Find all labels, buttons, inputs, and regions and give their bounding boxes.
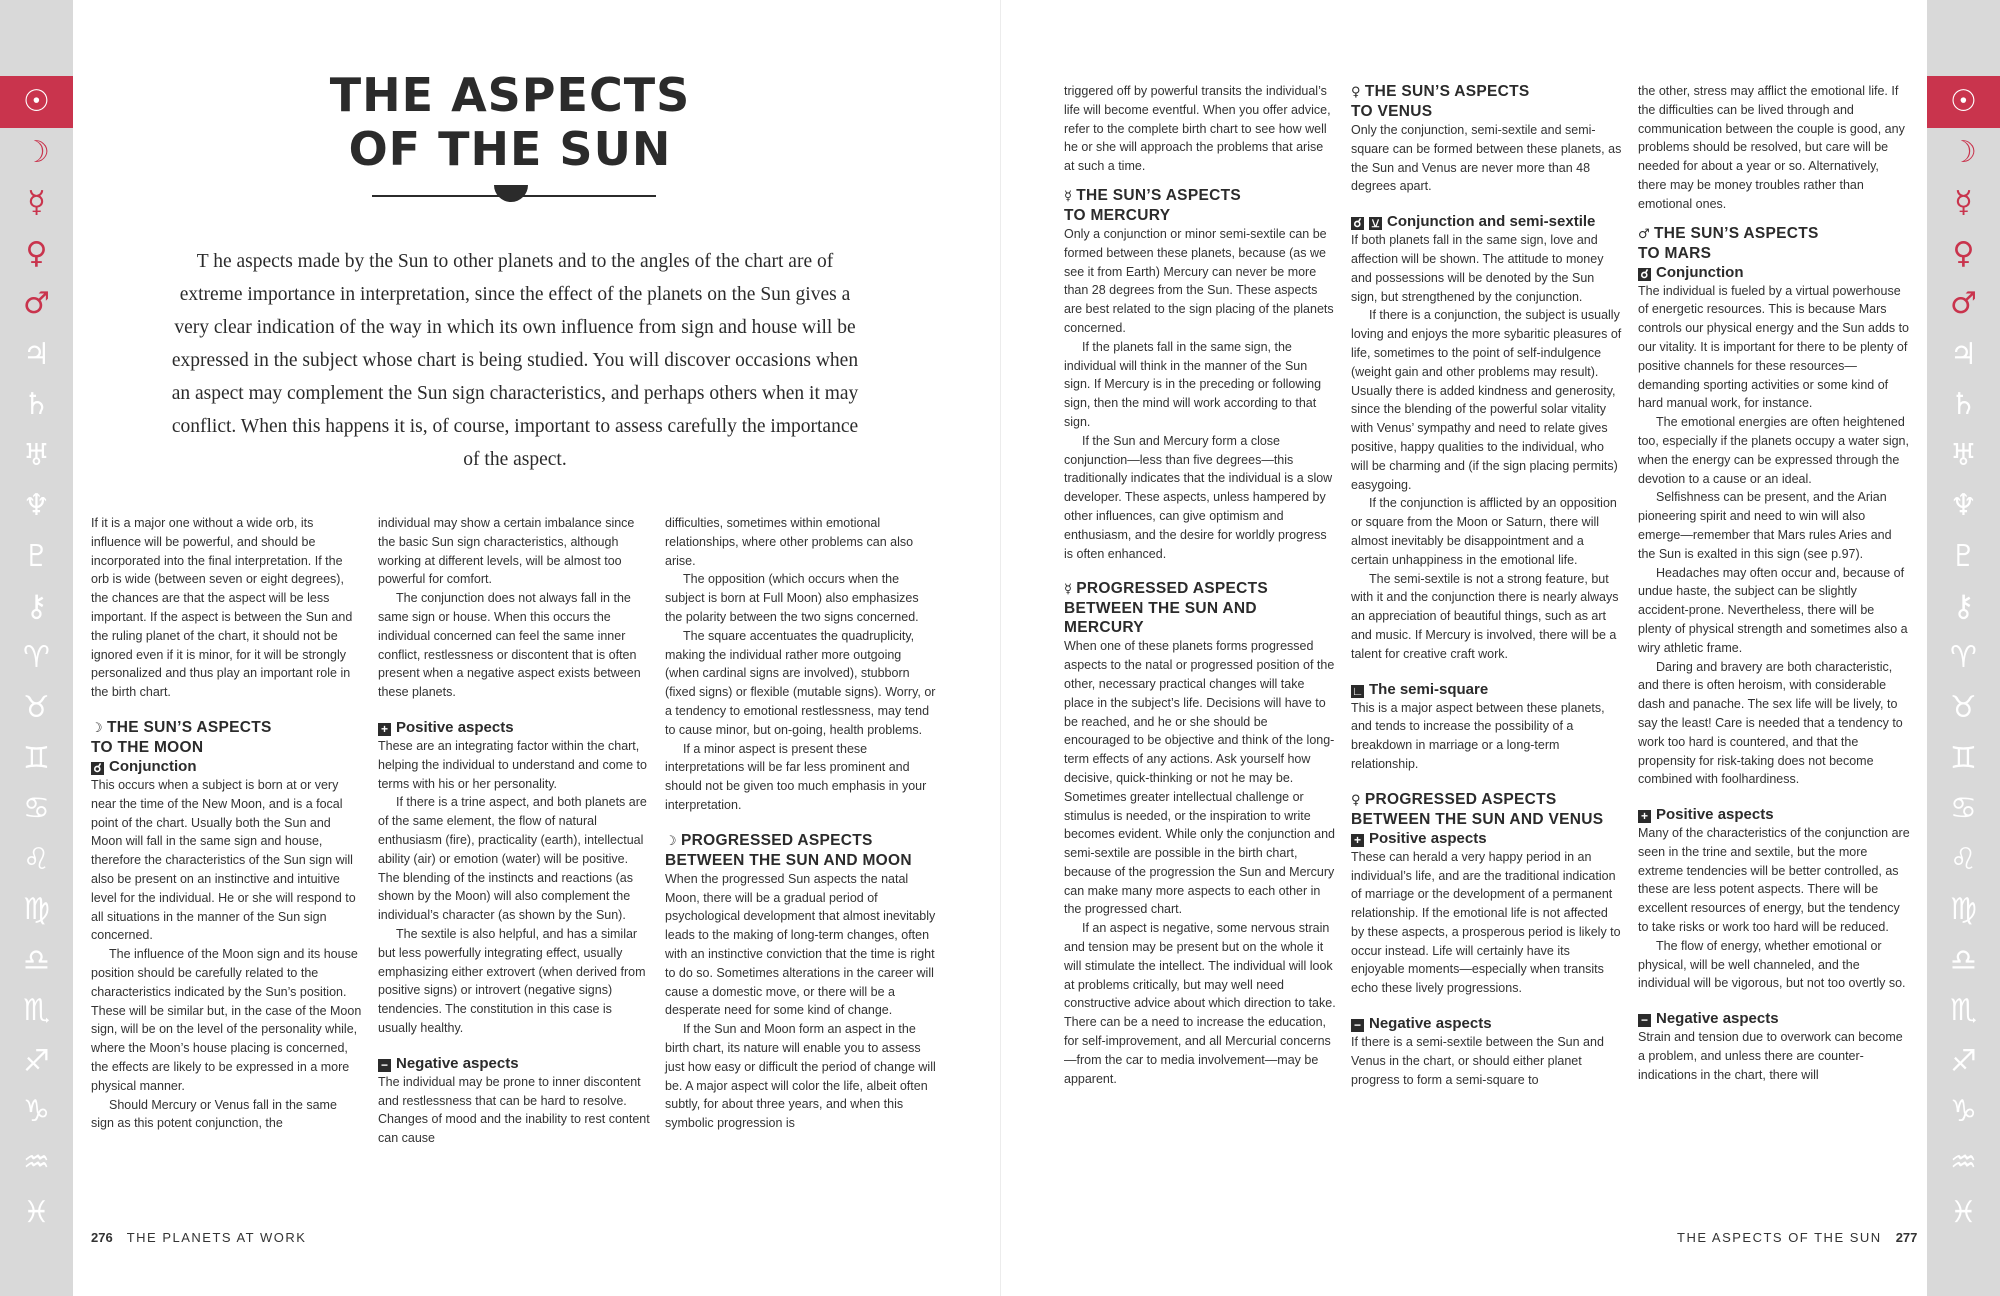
paragraph: triggered off by powerful transits the individual’s life will become eventful. When you offer advice, refer to the complete birth chart to see how well he or she will approach the problems that arise at such a time. — [1064, 84, 1331, 174]
subheading-positive-aspects: + Positive aspects — [1638, 805, 1910, 824]
sagittarius-icon: ♐ — [1950, 1043, 1977, 1079]
cancer-icon: ♋ — [1950, 791, 1977, 826]
paragraph: Selfishness can be present, and the Arian pioneering spirit and need to win will also emerge—remember that Mars rules Aries and the Sun is exalted in this sign (see p.97). — [1638, 490, 1892, 561]
subheading-positive-aspects: + Positive aspects — [378, 718, 650, 737]
taurus-icon: ♉ — [1950, 690, 1977, 725]
column-3 — [665, 514, 937, 1133]
chiron-icon: ⚷ — [1952, 589, 1975, 624]
page-title — [260, 68, 760, 176]
paragraph: The semi-sextile is not a strong feature, but with it and the conjunction there is nearly always an appreciation of beautiful things, such as art and music. If Mercury is involved, there will be a talent for creative craft work. — [1351, 571, 1619, 661]
mars-icon: ♂ — [23, 286, 50, 321]
page-gutter — [1000, 0, 1001, 1296]
section-heading-mars: ♂ THE SUN’S ASPECTS TO MARS — [1638, 224, 1819, 262]
subheading-conjunction-semi-sextile: ☌ ⚺ Conjunction and semi-sextile — [1351, 212, 1623, 231]
scorpio-icon: ♏ — [1950, 993, 1977, 1028]
paragraph: The influence of the Moon sign and its house position should be carefully related to the characteristics indicated by the Sun’s position. These will be similar but, in the case of the Moon sign, will be on the level of the personality while, where the Moon’s house placing is concerned, the effects are likely to be expressed in a more physical manner. — [91, 947, 362, 1093]
scorpio-icon: ♏ — [23, 993, 50, 1028]
paragraph: Headaches may often occur and, because of undue haste, the subject can be slightly accident-prone. Nevertheless, there will be plenty of physical strength and sometimes also a wiry athletic frame. — [1638, 565, 1908, 655]
aquarius-icon: ♒ — [23, 1144, 50, 1180]
section-heading-mercury: ☿ THE SUN’S ASPECTS TO MERCURY — [1064, 186, 1241, 224]
left-zodiac-sidebar — [0, 0, 73, 1296]
section-heading-progressed-moon: ☽ PROGRESSED ASPECTS BETWEEN THE SUN AND MOON — [665, 831, 912, 869]
paragraph: Only a conjunction or minor semi-sextile can be formed between these planets, because (as we see it from Earth) Mercury can never be more than 28 degrees from the Sun. These aspects are best related to the sign placing of the planets concerned. — [1064, 226, 1334, 335]
paragraph: If an aspect is negative, some nervous strain and tension may be present but on the whole it will stimulate the intellect. The individual will look at problems critically, but may well need constructive advice about which direction to take. There can be a need to increase the education, for self-improvement, and all Mercurial concerns—from the car to media involvement—may be apparent. — [1064, 921, 1336, 1086]
pisces-icon: ♓ — [1950, 1195, 1977, 1230]
subheading-negative-aspects: − Negative aspects — [1351, 1014, 1623, 1033]
paragraph: When the progressed Sun aspects the natal Moon, there will be a gradual period of psychological development that almost inevitably leads to the making of long-term changes, often with an instinctive conviction that the time is right to do so. Sometimes alterations in the career will cause a domestic move, or there will be a desperate need for some kind of change. — [665, 871, 936, 1018]
paragraph: If the Sun and Mercury form a close conjunction—less than five degrees—this traditionally indicates that the individual is a slow developer. These aspects, unless hampered by other influences, can give optimism and enthusiasm, and the desire for worldly progress is often enhanced. — [1064, 433, 1333, 561]
paragraph: If there is a trine aspect, and both planets are of the same element, the flow of natural enthusiasm (fire), practicality (earth), intellectual ability (air) or emotion (water) will be positive. The blending of the instincts and reactions (as shown by the Moon) will also complement the individual’s character (as shown by the Sun). — [378, 795, 647, 923]
libra-icon: ♎ — [1950, 942, 1977, 978]
mercury-icon: ☿ — [1064, 582, 1073, 598]
paragraph: The square accentuates the quadruplicity, making the individual rather more outgoing (when cardinal signs are involved), stubborn (fixed signs) or flexible (mutable signs). Worry, or a tendency to emotional restlessness, may tend to cause minor, but on-going, health problems. — [665, 628, 936, 737]
mars-icon: ♂ — [1638, 226, 1650, 242]
paragraph: If there is a semi-sextile between the Sun and Venus in the chart, or should either planet progress to form a semi-square to — [1351, 1035, 1604, 1087]
venus-icon: ♀ — [25, 235, 48, 271]
paragraph: the other, stress may afflict the emotional life. If the difficulties can be lived through and communication between the couple is good, any problems should be resolved, but care will be needed for about a year or so. Alternatively, there may be money troubles rather than emotional ones. — [1638, 84, 1905, 211]
saturn-icon: ♄ — [1950, 387, 1977, 422]
plus-icon: + — [1638, 810, 1651, 823]
jupiter-icon: ♃ — [23, 336, 50, 372]
section-heading-progressed-venus: ♀ PROGRESSED ASPECTS BETWEEN THE SUN AND VENUS — [1351, 790, 1604, 828]
subheading-negative-aspects: − Negative aspects — [378, 1054, 650, 1073]
paragraph: If the Sun and Moon form an aspect in the birth chart, its nature will enable you to assess just how easy or difficult the period of change will be. A major aspect will color the life, albeit often subtly, for about three years, and when this symbolic progression is — [665, 1022, 936, 1131]
gemini-icon: ♊ — [23, 740, 50, 776]
paragraph: The sextile is also helpful, and has a similar but less powerfully integrating effect, usually emphasizing either extrovert (when derived from positive signs) or introvert (negative signs) tendencies. The constitution in this case is usually healthy. — [378, 926, 646, 1035]
column-5 — [1351, 82, 1623, 1089]
paragraph: These can herald a very happy period in an individual’s life, and are the traditional indication of marriage or the development of a permanent relationship. If the emotional life is not affected by these aspects, a prosperous period is likely to occur instead. Life will certainly have its enjoyable moments—especially when transits echo these lively progressions. — [1351, 849, 1621, 996]
sagittarius-icon: ♐ — [23, 1043, 50, 1079]
subheading-semi-square: ∟ The semi-square — [1351, 680, 1489, 698]
sun-icon: ☉ — [0, 76, 73, 128]
paragraph: The individual may be prone to inner discontent and restlessness that can be hard to resolve. Changes of mood and the inability to rest content can cause — [378, 1074, 650, 1146]
moon-icon: ☽ — [91, 720, 103, 736]
paragraph: This occurs when a subject is born at or very near the time of the New Moon, and is a focal point of the chart. Usually both the Sun and Moon will fall in the same sign and house, therefore the characteristics of the Sun sign will also be present on an instinctive and intuitive level for the individual. He or she will respond to all situations in the manner of the Sun sign concerned. — [91, 777, 356, 943]
paragraph: The opposition (which occurs when the subject is born at Full Moon) also emphasizes the polarity between the two signs concerned. — [665, 572, 919, 624]
section-heading-progressed-mercury: ☿ PROGRESSED ASPECTS BETWEEN THE SUN AND MERCURY — [1064, 580, 1269, 637]
paragraph: Strain and tension due to overwork can become a problem, and unless there are counter-indications in the chart, there will — [1638, 1030, 1903, 1082]
column-1 — [91, 514, 363, 1133]
moon-icon: ☽ — [23, 134, 50, 170]
paragraph: If both planets fall in the same sign, love and affection will be shown. The attitude to money and possessions will be denoted by the Sun sign, but strengthened by the conjunction. — [1351, 233, 1604, 304]
libra-icon: ♎ — [23, 942, 50, 978]
conjunction-icon: ☌ — [1351, 217, 1364, 230]
title-line-1: THE ASPECTS — [329, 68, 691, 122]
minus-icon: − — [1638, 1014, 1651, 1027]
neptune-icon: ♆ — [23, 488, 50, 523]
footer-right — [1677, 1230, 1917, 1245]
minus-icon: − — [378, 1059, 391, 1072]
venus-icon: ♀ — [1351, 792, 1361, 808]
neptune-icon: ♆ — [1950, 488, 1977, 523]
paragraph: Many of the characteristics of the conjunction are seen in the trine and sextile, but the more extreme tendencies will be better controlled, as these are less potent aspects. There will be excellent resources of energy, but the tendency to take risks or work too hard will be reduced. — [1638, 826, 1910, 935]
mercury-icon: ☿ — [1954, 185, 1973, 220]
aries-icon: ♈ — [23, 639, 50, 675]
column-4 — [1064, 82, 1336, 1088]
conjunction-icon: ☌ — [91, 762, 104, 775]
column-2 — [378, 514, 650, 1148]
moon-icon: ☽ — [1950, 134, 1977, 170]
paragraph: If a minor aspect is present these interpretations will be far less prominent and should not be given too much emphasis in your interpretation. — [665, 741, 927, 812]
moon-icon: ☽ — [665, 833, 677, 849]
jupiter-icon: ♃ — [1950, 336, 1977, 372]
subheading-positive-aspects: + Positive aspects — [1351, 829, 1623, 848]
paragraph: If there is a conjunction, the subject is usually loving and enjoys the more sybaritic pleasures of life, sometimes to the point of self-indulgence (weight gain and other problems may result). Usually there is added kindness and generosity, since the blending of the powerful solar vitality with Venus’ sympathy and need to relate gives positive, happy qualities to the individual, who will be charming and (if the sign placing permits) easygoing. — [1351, 308, 1622, 492]
venus-icon: ♀ — [1952, 235, 1975, 271]
uranus-icon: ♅ — [1950, 437, 1977, 473]
paragraph: individual may show a certain imbalance since the basic Sun sign characteristics, although working at different levels, will be almost too powerful for comfort. — [378, 516, 635, 587]
cancer-icon: ♋ — [23, 791, 50, 826]
pluto-icon: ♇ — [23, 538, 50, 574]
leo-icon: ♌ — [23, 841, 50, 877]
subheading-conjunction: ☌ Conjunction — [1638, 263, 1910, 282]
paragraph: The individual is fueled by a virtual powerhouse of energetic resources. This is because Mars controls our physical energy and the Sun adds to our vitality. It is important for there to be plenty of positive channels for these resources—demanding sporting activities or some kind of hard manual work, for instance. — [1638, 283, 1910, 411]
plus-icon: + — [378, 723, 391, 736]
minus-icon: − — [1351, 1019, 1364, 1032]
page-number-left: 276 — [91, 1230, 113, 1245]
uranus-icon: ♅ — [23, 437, 50, 473]
paragraph: Daring and bravery are both characteristic, and there is often heroism, with considerable dash and panache. The sex life will be lively, to say the least! Care is needed that a tendency to work too hard is countered, and that the propensity for risk-taking does not become combined with foolhardiness. — [1638, 659, 1903, 787]
running-head-right: THE ASPECTS OF THE SUN — [1677, 1230, 1882, 1245]
pluto-icon: ♇ — [1950, 538, 1977, 574]
taurus-icon: ♉ — [23, 690, 50, 725]
paragraph: difficulties, sometimes within emotional relationships, where other problems can also arise. — [665, 516, 914, 568]
paragraph: The emotional energies are often heightened too, especially if the planets occupy a water sign, when the energy can be expressed through the devotion to a cause or an ideal. — [1638, 415, 1909, 486]
paragraph: These are an integrating factor within the chart, helping the individual to understand and come to terms with his or her personality. — [378, 738, 647, 791]
capricorn-icon: ♑ — [23, 1094, 50, 1129]
paragraph: If the planets fall in the same sign, the individual will think in the manner of the Sun sign. If Mercury is in the preceding or following sign, then the mind will work according to that sign. — [1064, 339, 1322, 429]
paragraph: If it is a major one without a wide orb, its influence will be powerful, and should be incorporated into the final interpretation. If the orb is wide (between seven or eight degrees), the chances are that the aspect will be less important. If the aspect is between the Sun and the ruling planet of the chart, it should not be ignored even if it is minor, for it will be strongly personalized and thus play an important role in the birth chart. — [91, 516, 353, 700]
title-line-2: OF THE SUN — [348, 122, 672, 176]
mercury-icon: ☿ — [27, 185, 46, 220]
paragraph: When one of these planets forms progressed aspects to the natal or progressed position of the other, necessary practical changes will take place in the subject’s life. Decisions will have to be reached, and he or she should be encouraged to be objective and think of the long-term effects of any actions. Ask yourself how decisive, quick-thinking or not he may be. Sometimes greater intellectual challenge or stimulus is needed, or the inspiration to write becomes evident. While only the conjunction and semi-sextile are possible in the birth chart, because of the progression the Sun and Mercury can make many more aspects to each other in the progressed chart. — [1064, 639, 1335, 917]
capricorn-icon: ♑ — [1950, 1094, 1977, 1129]
paragraph: Only the conjunction, semi-sextile and semi-square can be formed between these planets, as the Sun and Venus are never more than 48 degrees apart. — [1351, 123, 1622, 194]
aquarius-icon: ♒ — [1950, 1144, 1977, 1180]
paragraph: The conjunction does not always fall in the same sign or house. When this occurs the individual concerned can feel the same inner conflict, restlessness or discontent that is often present when a negative aspect exists between these planets. — [378, 591, 641, 700]
sun-icon: ☉ — [1927, 76, 2000, 128]
plus-icon: + — [1351, 834, 1364, 847]
virgo-icon: ♍ — [1950, 892, 1977, 927]
page-number-right: 277 — [1895, 1230, 1918, 1245]
saturn-icon: ♄ — [23, 387, 50, 422]
column-6 — [1638, 82, 1910, 1085]
chiron-icon: ⚷ — [25, 589, 48, 624]
paragraph: If the conjunction is afflicted by an opposition or square from the Moon or Saturn, there will almost inevitably be disappointment and a certain unhappiness in the emotional life. — [1351, 496, 1617, 567]
running-head-left: THE PLANETS AT WORK — [126, 1230, 307, 1245]
section-heading-moon: ☽ THE SUN’S ASPECTS TO THE MOON — [91, 718, 272, 756]
conjunction-icon: ☌ — [1638, 268, 1651, 281]
paragraph: Should Mercury or Venus fall in the same sign as this potent conjunction, the — [91, 1097, 337, 1131]
pisces-icon: ♓ — [23, 1195, 50, 1230]
leo-icon: ♌ — [1950, 841, 1977, 877]
half-circle-ornament — [494, 185, 528, 202]
semi-square-icon: ∟ — [1351, 683, 1364, 698]
gemini-icon: ♊ — [1950, 740, 1977, 776]
mars-icon: ♂ — [1950, 286, 1977, 321]
section-heading-venus: ♀ THE SUN’S ASPECTS TO VENUS — [1351, 83, 1530, 120]
paragraph: The flow of energy, whether emotional or physical, will be well channeled, and the individual will be vigorous, but not too overtly so. — [1638, 938, 1906, 991]
virgo-icon: ♍ — [23, 892, 50, 927]
subheading-negative-aspects: − Negative aspects — [1638, 1009, 1910, 1028]
venus-icon: ♀ — [1351, 85, 1361, 100]
footer-left — [91, 1230, 306, 1245]
paragraph: This is a major aspect between these planets, and tends to increase the possibility of a breakdown in marriage or a long-term relationship. — [1351, 700, 1605, 771]
mercury-icon: ☿ — [1064, 188, 1073, 204]
semi-sextile-icon: ⚺ — [1369, 217, 1382, 230]
right-zodiac-sidebar — [1927, 0, 2000, 1296]
subheading-conjunction: ☌ Conjunction — [91, 757, 363, 776]
aries-icon: ♈ — [1950, 639, 1977, 675]
intro-paragraph: T he aspects made by the Sun to other planets and to the angles of the chart are of extreme importance in interpretation, since the effect of the planets on the Sun gives a very clear indication of the way in which its own influence from sign and house will be expressed in the subject whose chart is being studied. You will discover occasions when an aspect may complement the Sun sign characteristics, and perhaps others when it may conflict. When this happens it is, of course, important to assess carefully the importance of the aspect. — [171, 251, 859, 470]
